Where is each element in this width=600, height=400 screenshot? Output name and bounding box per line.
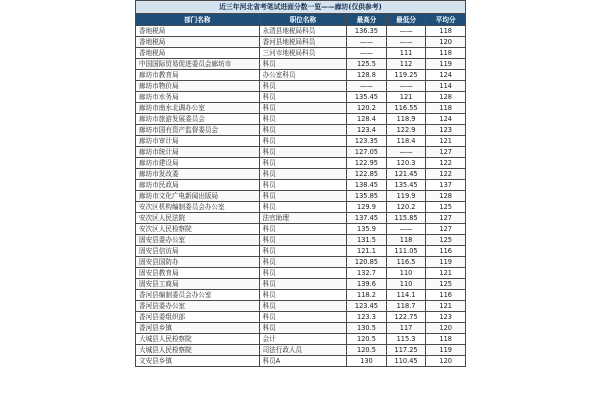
table-row <box>136 279 466 290</box>
table-row <box>136 169 466 180</box>
cell-avg: 120 <box>426 323 466 334</box>
cell-min: 112 <box>386 59 426 70</box>
cell-avg: 114 <box>426 81 466 92</box>
score-table-sheet <box>135 0 466 400</box>
cell-min: 111 <box>386 48 426 59</box>
cell-dept: 廊坊市南水北调办公室 <box>136 103 260 114</box>
header-position: 职位名称 <box>259 14 347 26</box>
cell-dept: 固安县国防办 <box>136 257 260 268</box>
cell-min: 118.9 <box>386 114 426 125</box>
cell-position: 科员 <box>259 114 347 125</box>
table-row <box>136 224 466 235</box>
cell-position: 科员 <box>259 103 347 114</box>
table-header-row <box>136 14 466 26</box>
cell-avg: 118 <box>426 26 466 37</box>
table-row <box>136 59 466 70</box>
cell-position: 科员 <box>259 147 347 158</box>
cell-position: 科员 <box>259 268 347 279</box>
cell-avg: 137 <box>426 180 466 191</box>
cell-position: 会计 <box>259 334 347 345</box>
cell-avg: 119 <box>426 59 466 70</box>
cell-min: 117 <box>386 323 426 334</box>
cell-dept: 香地税局 <box>136 37 260 48</box>
table-row <box>136 180 466 191</box>
cell-dept: 文安县乡镇 <box>136 356 260 367</box>
cell-max: 136.35 <box>347 26 387 37</box>
cell-avg: 128 <box>426 92 466 103</box>
cell-position: 科员 <box>259 312 347 323</box>
cell-avg: 122 <box>426 169 466 180</box>
cell-dept: 廊坊市建设局 <box>136 158 260 169</box>
table-row <box>136 147 466 158</box>
cell-max: 120.2 <box>347 103 387 114</box>
table-body <box>136 26 466 367</box>
cell-position: 科员 <box>259 279 347 290</box>
table-row <box>136 323 466 334</box>
cell-position: 司法行政人员 <box>259 345 347 356</box>
table-row <box>136 70 466 81</box>
table-row <box>136 48 466 59</box>
cell-avg: 118 <box>426 103 466 114</box>
cell-min: 110.45 <box>386 356 426 367</box>
table-row <box>136 213 466 224</box>
cell-avg: 116 <box>426 246 466 257</box>
cell-dept: 固安县工商局 <box>136 279 260 290</box>
table-row <box>136 191 466 202</box>
cell-min: 118 <box>386 235 426 246</box>
cell-min: 118.4 <box>386 136 426 147</box>
cell-position: 科员 <box>259 136 347 147</box>
table-row <box>136 26 466 37</box>
cell-min: 135.45 <box>386 180 426 191</box>
cell-min: 114.1 <box>386 290 426 301</box>
cell-position: 科员 <box>259 246 347 257</box>
cell-avg: 125 <box>426 279 466 290</box>
cell-position: 科员 <box>259 92 347 103</box>
table-title: 近三年河北省考笔试进面分数一览——廊坊(仅供参考) <box>136 1 466 14</box>
cell-position: 科员 <box>259 169 347 180</box>
cell-dept: 固安县教育局 <box>136 268 260 279</box>
cell-dept: 安次区人民检察院 <box>136 224 260 235</box>
cell-max: 122.95 <box>347 158 387 169</box>
table-row <box>136 345 466 356</box>
cell-min: 122.9 <box>386 125 426 136</box>
cell-dept: 香河县乡镇 <box>136 323 260 334</box>
cell-max: 123.35 <box>347 136 387 147</box>
cell-dept: 安次区人民法院 <box>136 213 260 224</box>
cell-position: 科员 <box>259 191 347 202</box>
cell-avg: 125 <box>426 235 466 246</box>
cell-max: —— <box>347 37 387 48</box>
cell-max: 122.85 <box>347 169 387 180</box>
cell-avg: 127 <box>426 224 466 235</box>
cell-dept: 廊坊市水务局 <box>136 92 260 103</box>
cell-position: 法官助理 <box>259 213 347 224</box>
cell-max: 130.5 <box>347 323 387 334</box>
cell-max: 135.45 <box>347 92 387 103</box>
table-row <box>136 103 466 114</box>
table-row <box>136 125 466 136</box>
cell-position: 办公室科员 <box>259 70 347 81</box>
cell-max: 135.85 <box>347 191 387 202</box>
cell-dept: 中国国际贸易促进委员会廊坊市 <box>136 59 260 70</box>
cell-position: 三河市地税局科员 <box>259 48 347 59</box>
cell-min: 120.2 <box>386 202 426 213</box>
table-row <box>136 92 466 103</box>
cell-min: 120.3 <box>386 158 426 169</box>
cell-dept: 安次区机构编制委员会办公室 <box>136 202 260 213</box>
cell-position: 科员 <box>259 290 347 301</box>
cell-position: 科员 <box>259 180 347 191</box>
cell-avg: 116 <box>426 290 466 301</box>
cell-min: 119.25 <box>386 70 426 81</box>
cell-dept: 大城县人民检察院 <box>136 334 260 345</box>
table-row <box>136 356 466 367</box>
cell-max: 127.05 <box>347 147 387 158</box>
cell-position: 科员 <box>259 301 347 312</box>
cell-avg: 120 <box>426 356 466 367</box>
cell-position: 科员 <box>259 235 347 246</box>
cell-dept: 廊坊市发改委 <box>136 169 260 180</box>
cell-avg: 127 <box>426 213 466 224</box>
cell-avg: 120 <box>426 37 466 48</box>
cell-max: 120.85 <box>347 257 387 268</box>
cell-dept: 香河县编制委员会办公室 <box>136 290 260 301</box>
cell-min: 121 <box>386 92 426 103</box>
cell-position: 永清县地税局科员 <box>259 26 347 37</box>
table-row <box>136 312 466 323</box>
cell-min: 116.5 <box>386 257 426 268</box>
cell-position: 科员 <box>259 224 347 235</box>
cell-avg: 119 <box>426 257 466 268</box>
table-row <box>136 334 466 345</box>
cell-position: 科员 <box>259 158 347 169</box>
cell-max: 118.2 <box>347 290 387 301</box>
header-min: 最低分 <box>386 14 426 26</box>
cell-avg: 123 <box>426 125 466 136</box>
cell-max: 139.6 <box>347 279 387 290</box>
cell-min: —— <box>386 26 426 37</box>
cell-avg: 124 <box>426 70 466 81</box>
cell-avg: 121 <box>426 301 466 312</box>
cell-dept: 大城县人民检察院 <box>136 345 260 356</box>
cell-min: —— <box>386 81 426 92</box>
cell-max: 120.5 <box>347 334 387 345</box>
cell-max: 123.4 <box>347 125 387 136</box>
cell-max: 128.8 <box>347 70 387 81</box>
table-row <box>136 257 466 268</box>
cell-max: 128.4 <box>347 114 387 125</box>
cell-max: 135.9 <box>347 224 387 235</box>
cell-position: 科员 <box>259 257 347 268</box>
cell-min: 118.7 <box>386 301 426 312</box>
cell-dept: 廊坊市旅游发展委员会 <box>136 114 260 125</box>
cell-max: 137.45 <box>347 213 387 224</box>
score-table <box>135 0 466 367</box>
cell-avg: 118 <box>426 334 466 345</box>
cell-dept: 香地税局 <box>136 48 260 59</box>
cell-position: 科员A <box>259 356 347 367</box>
cell-min: 110 <box>386 268 426 279</box>
table-row <box>136 235 466 246</box>
cell-avg: 119 <box>426 345 466 356</box>
cell-dept: 香河县委组织部 <box>136 312 260 323</box>
table-row <box>136 158 466 169</box>
cell-max: 125.5 <box>347 59 387 70</box>
cell-avg: 122 <box>426 158 466 169</box>
cell-max: —— <box>347 81 387 92</box>
cell-max: 123.3 <box>347 312 387 323</box>
header-dept: 部门名称 <box>136 14 260 26</box>
cell-dept: 廊坊市国有资产监督委员会 <box>136 125 260 136</box>
table-row <box>136 290 466 301</box>
cell-max: 138.45 <box>347 180 387 191</box>
cell-dept: 香河县委办公室 <box>136 301 260 312</box>
table-row <box>136 202 466 213</box>
cell-min: 115.3 <box>386 334 426 345</box>
cell-min: 111.05 <box>386 246 426 257</box>
cell-avg: 124 <box>426 114 466 125</box>
cell-position: 科员 <box>259 81 347 92</box>
cell-position: 香河县地税局科员 <box>259 37 347 48</box>
cell-max: 131.5 <box>347 235 387 246</box>
header-max: 最高分 <box>347 14 387 26</box>
cell-avg: 125 <box>426 202 466 213</box>
cell-dept: 廊坊市物价局 <box>136 81 260 92</box>
cell-dept: 香地税局 <box>136 26 260 37</box>
cell-dept: 固安县信访局 <box>136 246 260 257</box>
cell-min: 117.25 <box>386 345 426 356</box>
cell-dept: 固安县委办公室 <box>136 235 260 246</box>
cell-avg: 121 <box>426 136 466 147</box>
table-row <box>136 246 466 257</box>
cell-min: 116.55 <box>386 103 426 114</box>
cell-dept: 廊坊市文化广电新闻出版局 <box>136 191 260 202</box>
cell-max: 130 <box>347 356 387 367</box>
cell-max: —— <box>347 48 387 59</box>
table-row <box>136 136 466 147</box>
cell-min: 121.45 <box>386 169 426 180</box>
cell-avg: 127 <box>426 147 466 158</box>
cell-dept: 廊坊市民政局 <box>136 180 260 191</box>
cell-avg: 118 <box>426 48 466 59</box>
cell-min: —— <box>386 224 426 235</box>
cell-dept: 廊坊市教育局 <box>136 70 260 81</box>
table-row <box>136 114 466 125</box>
cell-avg: 121 <box>426 268 466 279</box>
table-row <box>136 81 466 92</box>
cell-min: 115.85 <box>386 213 426 224</box>
cell-position: 科员 <box>259 125 347 136</box>
cell-max: 132.7 <box>347 268 387 279</box>
header-avg: 平均分 <box>426 14 466 26</box>
cell-dept: 廊坊市统计局 <box>136 147 260 158</box>
cell-min: —— <box>386 147 426 158</box>
cell-avg: 128 <box>426 191 466 202</box>
cell-dept: 廊坊市审计局 <box>136 136 260 147</box>
cell-position: 科员 <box>259 323 347 334</box>
cell-position: 科员 <box>259 59 347 70</box>
cell-max: 120.5 <box>347 345 387 356</box>
cell-min: —— <box>386 37 426 48</box>
table-row <box>136 37 466 48</box>
table-row <box>136 268 466 279</box>
cell-min: 122.75 <box>386 312 426 323</box>
cell-max: 129.9 <box>347 202 387 213</box>
cell-position: 科员 <box>259 202 347 213</box>
cell-min: 110 <box>386 279 426 290</box>
table-row <box>136 301 466 312</box>
cell-avg: 123 <box>426 312 466 323</box>
cell-max: 121.1 <box>347 246 387 257</box>
cell-min: 119.9 <box>386 191 426 202</box>
cell-max: 123.45 <box>347 301 387 312</box>
